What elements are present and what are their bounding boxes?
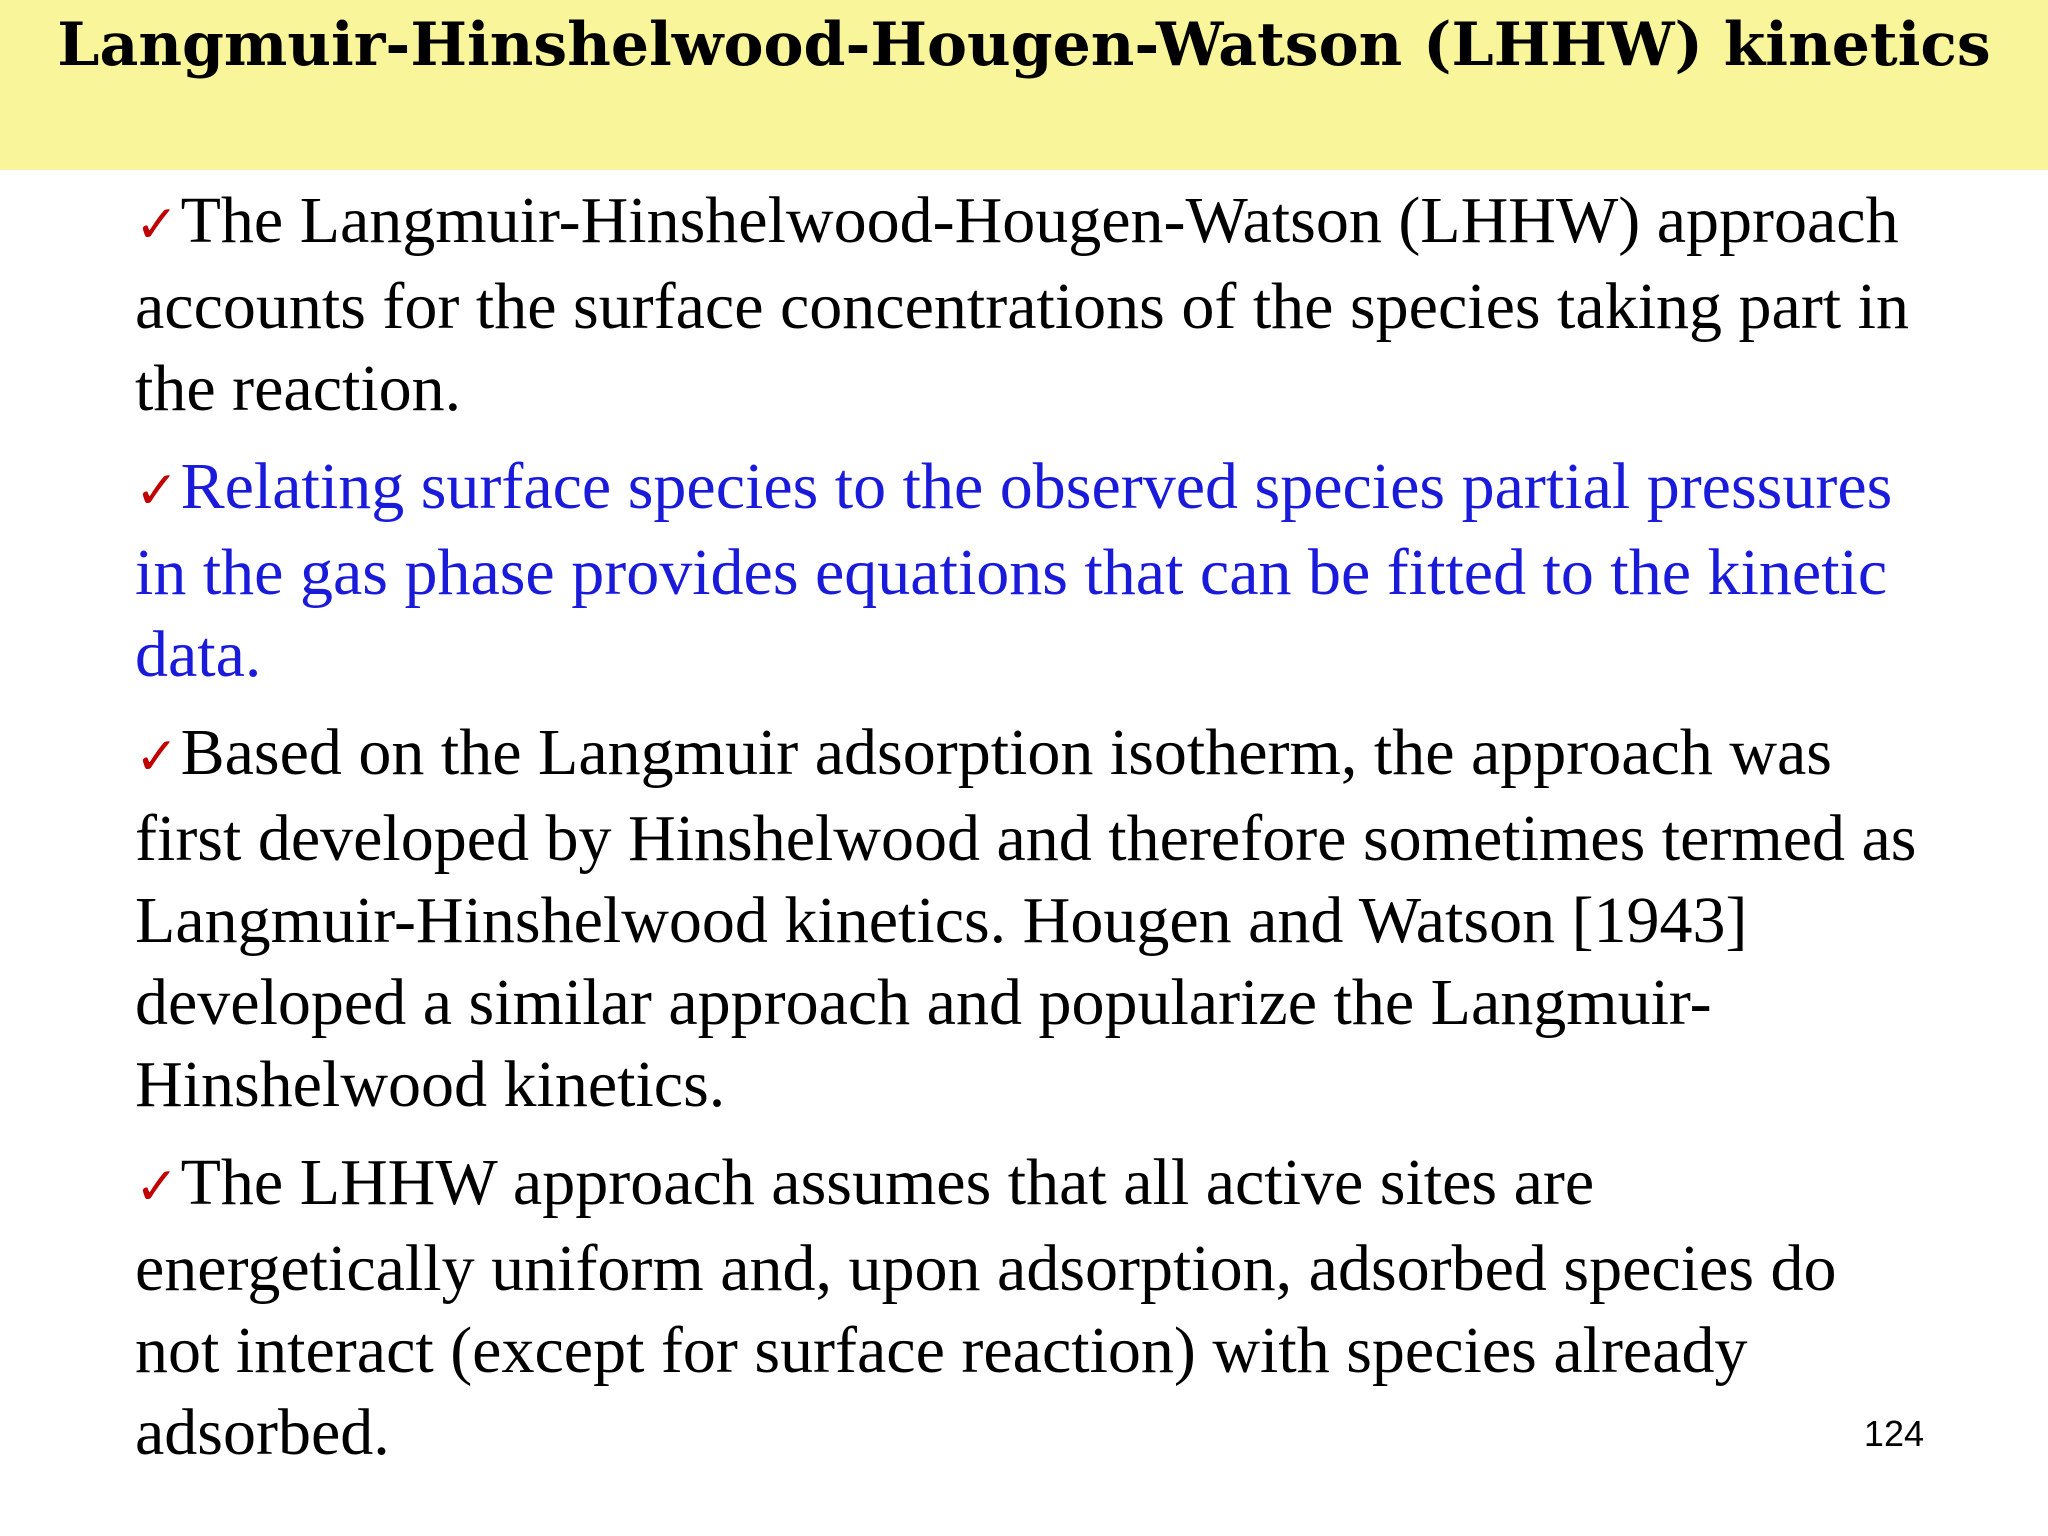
bullet-text: Relating surface species to the observed species partial pressures in the gas phase provides equations that can be fitted to the kinetic data. <box>135 450 1893 691</box>
bullet-item <box>135 1142 1925 1474</box>
title-bar <box>0 0 2048 170</box>
slide-title: Langmuir-Hinshelwood-Hougen-Watson (LHHW) kinetics <box>57 10 1991 80</box>
check-mark-icon: ✓ <box>135 461 179 521</box>
check-mark-icon: ✓ <box>135 1157 179 1217</box>
bullet-text: The LHHW approach assumes that all active sites are energetically uniform and, upon adsorption, adsorbed species do not interact (except for surface reaction) with species already adsorbed. <box>135 1146 1837 1469</box>
bullet-item <box>135 446 1925 696</box>
bullet-text: Based on the Langmuir adsorption isotherm, the approach was first developed by Hinshelwood and therefore sometimes termed as Langmuir-Hinshelwood kinetics. Hougen and Watson [1943] developed a similar approach and popularize the Langmuir-Hinshelwood kinetics. <box>135 716 1917 1121</box>
bullet-item <box>135 180 1925 430</box>
bullet-item <box>135 712 1925 1126</box>
bullet-text: The Langmuir-Hinshelwood-Hougen-Watson (LHHW) approach accounts for the surface concentrations of the species taking part in the reaction. <box>135 184 1909 425</box>
bullet-list <box>135 180 1925 1490</box>
page-number: 124 <box>1863 1413 1924 1454</box>
check-mark-icon: ✓ <box>135 727 179 787</box>
check-mark-icon: ✓ <box>135 195 179 255</box>
